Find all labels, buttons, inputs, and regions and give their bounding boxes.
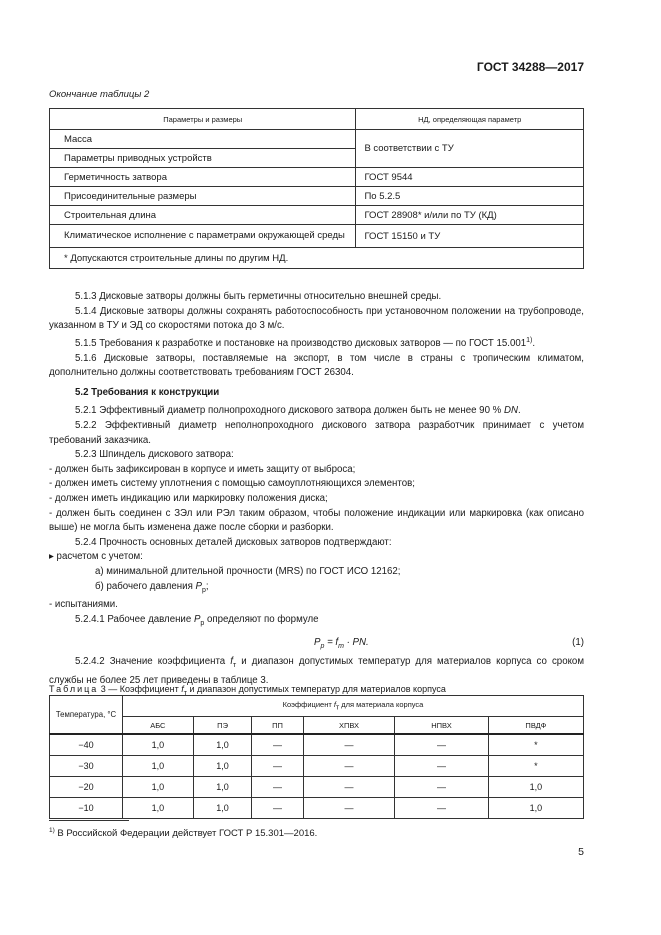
material-header: ПВДФ [488,717,583,735]
table2-param: Присоединительные размеры [50,187,356,206]
table2-header-row [50,109,584,130]
table-row [50,734,584,756]
p5241-text: 5.2.4.1 Рабочее давление [75,613,194,625]
table-row [50,168,584,187]
list-item: - должен быть зафиксирован в корпусе и иметь защиту от выброса; [49,463,356,475]
table3-caption-fsub: т [183,689,187,697]
table3-caption-word: Таблица [49,684,99,694]
calc-b-sub: р [201,586,206,594]
table2-param: Строительная длина [50,206,356,225]
footnote-text: В Российской Федерации действует ГОСТ Р 15.301—2016. [54,828,318,840]
p5241-p: P [193,613,201,625]
formula-expression [314,636,369,655]
value-cell: 1,0 [193,777,252,798]
coef-header-f: f [333,700,336,710]
footnote-mark: 1) [49,827,55,834]
formula-mid: = f [324,637,339,649]
value-cell: — [395,777,488,798]
table-row [50,130,584,149]
table-row [50,798,584,819]
table2-header-nd: НД, определяющая параметр [356,109,584,130]
table2-nd: В соответствии с ТУ [356,130,584,168]
table2-nd: ГОСТ 28908* и/или по ТУ (КД) [356,206,584,225]
table-row [50,225,584,248]
value-cell: 1,0 [193,798,252,819]
p515-text: 5.1.5 Требования к разработке и постановке на производство дисковых затворов — по ГОСТ 15.001 [75,338,527,350]
table2-param: Параметры приводных устройств [50,149,356,168]
table3-caption-f: f [181,684,184,694]
coef-header-fsub: т [335,704,340,712]
value-cell: 1,0 [123,777,194,798]
footnote-ref: 1) [526,336,533,344]
p5242-text: 5.2.4.2 Значение коэффициента [75,656,231,668]
formula-lhs-sub: р [320,643,325,651]
value-cell: * [488,756,583,777]
table3-header-temp: Температура, °С [50,696,123,735]
paragraph-5-1-5 [49,334,584,352]
value-cell: — [252,734,303,756]
table2-param: Масса [50,130,356,149]
calc-b-p: P [195,580,202,592]
value-cell: — [303,756,395,777]
value-cell: — [395,756,488,777]
value-cell: — [252,798,303,819]
temp-cell: −10 [50,798,123,819]
standard-code: ГОСТ 34288—2017 [476,60,584,74]
p5241-end: определяют по формуле [204,613,319,625]
value-cell: — [395,734,488,756]
value-cell: — [252,777,303,798]
value-cell: * [488,734,583,756]
table2-nd: ГОСТ 15150 и ТУ [356,225,584,248]
value-cell: 1,0 [123,798,194,819]
table3-header-row [50,696,584,717]
list-item: - должен быть соединен с ЗЭл или РЭл таким образом, чтобы положение индикации или маркировка (как описано выше) не могла быть изменена даже после сборки и разборки. [49,507,584,534]
material-header: ХПВХ [303,717,395,735]
paragraph-5-1-3: 5.1.3 Дисковые затворы должны быть герметичны относительно внешней среды. [75,291,442,302]
table2 [49,108,584,269]
table2-param: Климатическое исполнение с параметрами окружающей среды [50,225,356,248]
material-header: АБС [123,717,194,735]
paragraph-5-2-4-1 [49,613,584,632]
body-text-section-51 [49,290,584,688]
table2-nd: По 5.2.5 [356,187,584,206]
table-row [50,206,584,225]
temp-cell: −30 [50,756,123,777]
p5242-f: f [230,656,233,668]
table3-materials-row [50,717,584,735]
table3-caption-rest: и диапазон допустимых температур для материалов корпуса [187,684,446,694]
table2-header-params: Параметры и размеры [50,109,356,130]
temp-cell: −20 [50,777,123,798]
paragraph-5-2-3: 5.2.3 Шпиндель дискового затвора: [75,449,234,461]
footnote-divider [49,820,129,821]
table-row [50,187,584,206]
page-footnote [49,827,317,839]
value-cell: — [303,734,395,756]
value-cell: 1,0 [123,734,194,756]
p521-end: . [517,405,521,417]
value-cell: — [303,798,395,819]
page-number: 5 [578,846,584,858]
p5241-sub: р [200,619,205,627]
calc-b-end: ; [205,580,209,592]
table3-caption-num: 3 — Коэффициент [98,684,182,694]
paragraph-5-2-4: 5.2.4 Прочность основных деталей дисковых затворов подтверждают: [75,536,392,548]
paragraph-5-1-6: 5.1.6 Дисковые затворы, поставляемые на экспорт, в том числе в страны с тропическим климатом, дополнительно должны соответствовать требованиям ГОСТ 26304. [49,352,584,379]
formula-f-sub: т [338,643,344,651]
p515-end: . [532,338,536,350]
p5242-fsub: т [232,662,237,670]
table2-nd: ГОСТ 9544 [356,168,584,187]
table2-param: Герметичность затвора [50,168,356,187]
p521-dn: DN [503,405,518,417]
material-header: ПП [252,717,303,735]
value-cell: 1,0 [123,756,194,777]
table-row [50,777,584,798]
value-cell: 1,0 [193,734,252,756]
list-item: ▸ расчетом с учетом: [49,551,143,563]
formula-rhs: · PN. [343,637,369,649]
coef-header-b: для материала корпуса [339,700,424,710]
p521-text: 5.2.1 Эффективный диаметр полнопроходного дискового затвора должен быть не менее 90 % [75,405,504,417]
table3 [49,695,584,819]
value-cell: 1,0 [193,756,252,777]
list-item [49,580,584,599]
list-item: а) минимальной длительной прочности (MRS) по ГОСТ ИСО 12162; [95,565,401,577]
section-heading-5-2: 5.2 Требования к конструкции [75,386,220,398]
p5242-end: и диапазон допустимых температур для материалов корпуса со сроком службы не более 25 лет приведены в таблице 3. [49,656,584,686]
table-row [50,756,584,777]
value-cell: — [303,777,395,798]
material-header: ПЭ [193,717,252,735]
paragraph-5-2-1 [49,404,584,419]
coef-header-a: Коэффициент [282,700,334,710]
table2-footnote: * Допускаются строительные длины по другим НД. [50,248,584,269]
list-item: - должен иметь индикацию или маркировку положения диска; [49,492,328,504]
temp-cell: −40 [50,734,123,756]
formula-number: (1) [572,637,584,649]
value-cell: — [395,798,488,819]
table2-caption: Окончание таблицы 2 [49,89,150,100]
list-item: - должен иметь систему уплотнения с помощью самоуплотняющихся элементов; [49,478,415,490]
value-cell: 1,0 [488,798,583,819]
formula-lhs: P [314,637,321,649]
paragraph-5-2-2: 5.2.2 Эффективный диаметр неполнопроходного дискового затвора разработчик принимает с учетом требований заказчика. [49,419,584,446]
formula-1 [49,636,584,651]
value-cell: — [252,756,303,777]
material-header: НПВХ [395,717,488,735]
calc-b-text: б) рабочего давления [95,580,196,592]
table2-footnote-row [50,248,584,269]
table3-header-coef [123,696,584,717]
value-cell: 1,0 [488,777,583,798]
list-item: - испытаниями. [49,599,118,611]
paragraph-5-1-4: 5.1.4 Дисковые затворы должны сохранять работоспособность при установочном положении на трубопроводе, указанном в ТУ и ЭД со скоростями потока до 3 м/с. [49,305,584,332]
